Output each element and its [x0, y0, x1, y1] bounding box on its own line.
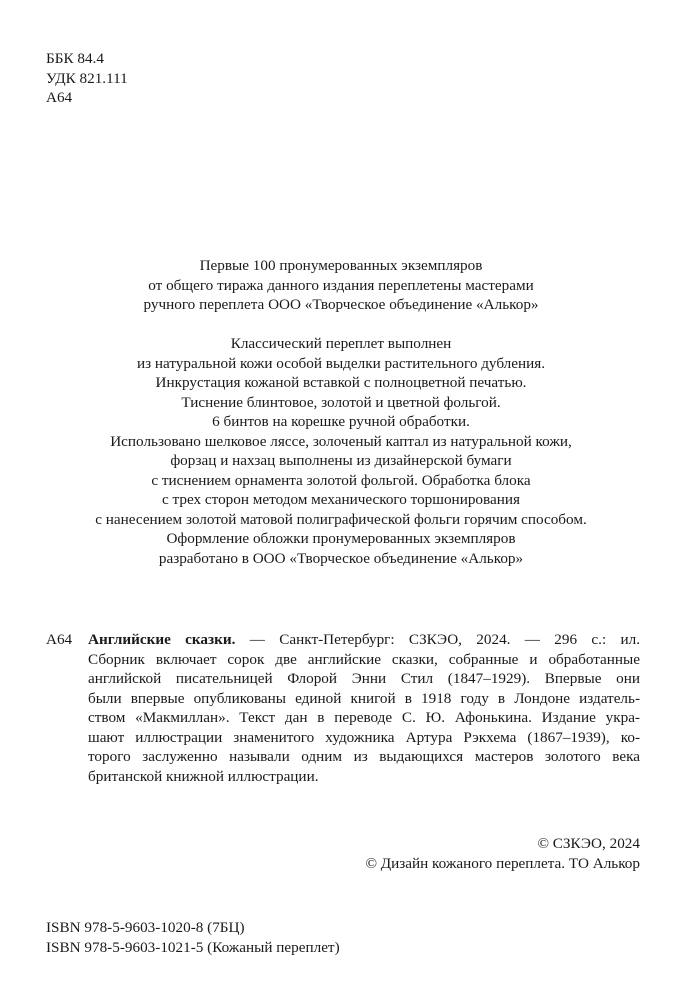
copyright-block [365, 834, 640, 873]
author-mark: А64 [46, 89, 73, 106]
binding-line: с трех сторон методом механического торшонирования [162, 491, 520, 508]
isbn-line: ISBN 978-5-9603-1020-8 (7БЦ) [46, 919, 245, 936]
annotation-line: британской книжной иллюстрации. [88, 767, 319, 785]
book-title: Английские сказки. [88, 631, 236, 648]
binding-line: 6 бинтов на корешке ручной обработки. [212, 413, 470, 430]
isbn-line: ISBN 978-5-9603-1021-5 (Кожаный переплет) [46, 938, 340, 956]
annotation-line: были впервые опубликованы единой книгой в 1918 году в Лондоне издатель- [88, 689, 640, 707]
numbered-edition-line: Первые 100 пронумерованных экземпляров [199, 257, 483, 274]
imprint: — Санкт-Петербург: СЗКЭО, 2024. — 296 с.: ил. [235, 631, 640, 648]
publisher-copyright: © СЗКЭО, 2024 [537, 835, 640, 852]
catalog-entry-first-line [88, 630, 640, 650]
binding-line: форзац и нахзац выполнены из дизайнерской бумаги [170, 452, 512, 469]
catalog-entry-code: А64 [46, 631, 73, 648]
isbn-block [46, 918, 340, 957]
numbered-edition-line: ручного переплета ООО «Творческое объединение «Алькор» [143, 296, 539, 313]
catalog-entry-text [88, 630, 640, 786]
binding-line: Оформление обложки пронумерованных экземпляров [166, 530, 516, 547]
numbered-edition-note [40, 256, 642, 315]
udk-code: УДК 821.111 [46, 69, 128, 87]
annotation-line: английской писательницей Флорой Энни Стил (1847–1929). Впервые они [88, 670, 640, 687]
bbk-code: ББК 84.4 [46, 50, 104, 67]
annotation-line: шают иллюстрации знаменитого художника Артура Рэкхема (1867–1939), ко- [88, 728, 640, 746]
design-copyright: © Дизайн кожаного переплета. ТО Алькор [365, 854, 640, 872]
binding-line: разработано в ООО «Творческое объединение «Алькор» [158, 549, 524, 567]
binding-description [40, 334, 642, 568]
binding-line: с тиснением орнамента золотой фольгой. Обработка блока [151, 471, 531, 489]
binding-line: Тиснение блинтовое, золотой и цветной фольгой. [181, 393, 501, 411]
annotation-line: Сборник включает сорок две английские сказки, собранные и обработанные [88, 650, 640, 668]
binding-line: из натуральной кожи особой выделки растительного дубления. [136, 354, 546, 372]
binding-line: с нанесением золотой матовой полиграфической фольги горячим способом. [95, 510, 587, 528]
binding-line: Инкрустация кожаной вставкой с полноцветной печатью. [155, 374, 527, 391]
annotation-line: торого заслуженно называли одним из выдающихся мастеров золотого века [88, 748, 640, 765]
annotation-line: ством «Макмиллан». Текст дан в переводе С. Ю. Афонькина. Издание укра- [88, 709, 640, 726]
binding-line: Классический переплет выполнен [230, 335, 452, 352]
binding-line: Использовано шелковое ляссе, золоченый каптал из натуральной кожи, [110, 432, 572, 450]
numbered-edition-line: от общего тиража данного издания переплетены мастерами [148, 276, 534, 294]
classification-block [46, 49, 128, 108]
